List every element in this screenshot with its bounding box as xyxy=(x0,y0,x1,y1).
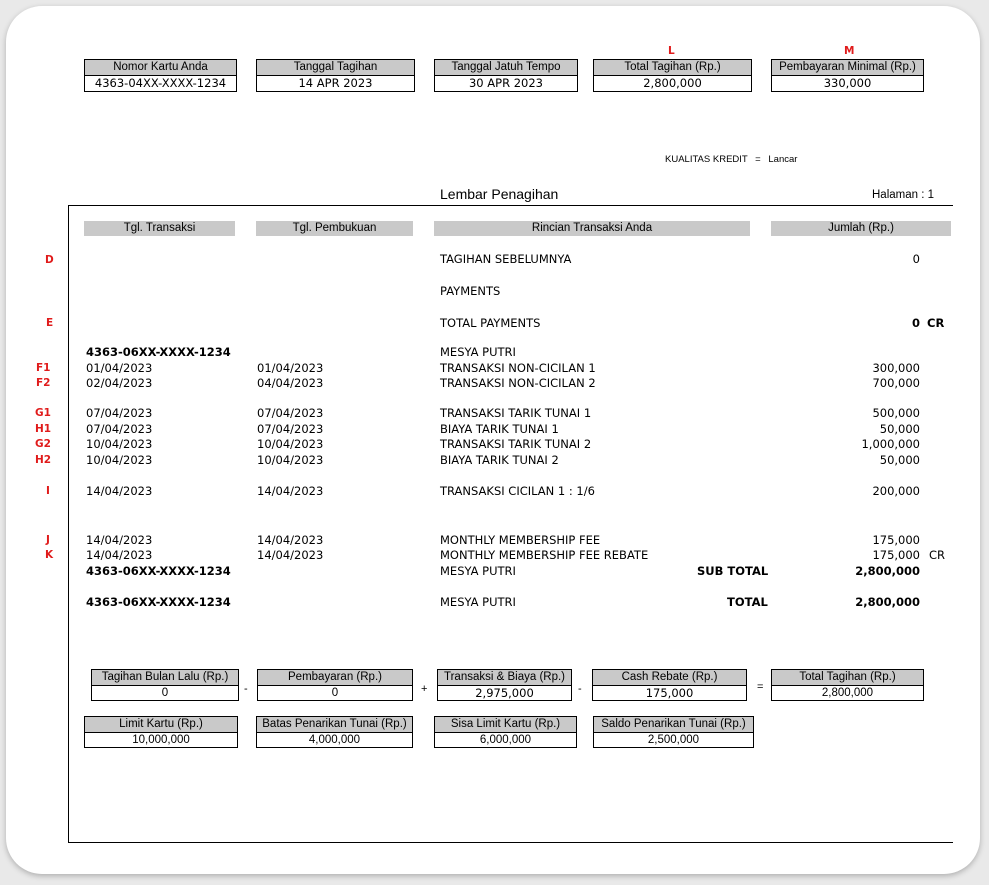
credit-quality-value: Lancar xyxy=(768,154,798,165)
tx-transaction-date: 14/04/2023 xyxy=(86,484,153,498)
tx-posting-date: 01/04/2023 xyxy=(257,361,324,375)
marker-total: L xyxy=(668,45,675,57)
tx-posting-date: 14/04/2023 xyxy=(257,533,324,547)
cash-withdrawal-balance-label: Saldo Penarikan Tunai (Rp.) xyxy=(594,717,753,733)
tx-amount: 1,000,000 xyxy=(861,437,920,451)
col-transaction-date: Tgl. Transaksi xyxy=(84,221,235,236)
tx-amount: 175,000 xyxy=(872,548,920,562)
op-minus-2: - xyxy=(578,683,582,695)
card-number-label: Nomor Kartu Anda xyxy=(85,60,236,76)
limit-card xyxy=(84,716,238,748)
tx-posting-date: 07/04/2023 xyxy=(257,406,324,420)
subtotal-name: MESYA PUTRI xyxy=(440,564,516,578)
due-date-value: 30 APR 2023 xyxy=(468,76,543,90)
tx-transaction-date: 14/04/2023 xyxy=(86,533,153,547)
tx-description: BIAYA TARIK TUNAI 2 xyxy=(440,453,559,467)
summary-total-label: Total Tagihan (Rp.) xyxy=(772,670,923,686)
tx-amount: 300,000 xyxy=(872,361,920,375)
tx-posting-date: 14/04/2023 xyxy=(257,484,324,498)
tx-description: BIAYA TARIK TUNAI 1 xyxy=(440,422,559,436)
summary-total-value: 2,800,000 xyxy=(821,687,874,699)
total-payments-desc: TOTAL PAYMENTS xyxy=(440,316,541,330)
statement-date-value: 14 APR 2023 xyxy=(298,76,373,90)
op-minus-1: - xyxy=(244,683,248,695)
subtotal-label: SUB TOTAL xyxy=(697,564,769,578)
tx-transaction-date: 01/04/2023 xyxy=(86,361,153,375)
tx-description: TRANSAKSI CICILAN 1 : 1/6 xyxy=(440,484,595,498)
summary-last-month-value: 0 xyxy=(161,687,169,699)
tx-marker: I xyxy=(46,485,50,497)
tx-description: TRANSAKSI NON-CICILAN 2 xyxy=(440,376,596,390)
tx-posting-date: 04/04/2023 xyxy=(257,376,324,390)
minimum-payment-value: 330,000 xyxy=(823,76,872,90)
remaining-limit xyxy=(434,716,577,748)
total-card-number: 4363-06XX-XXXX-1234 xyxy=(86,595,231,609)
summary-payments-value: 0 xyxy=(331,687,339,699)
summary-transactions-label: Transaksi & Biaya (Rp.) xyxy=(438,670,571,686)
tx-description: MONTHLY MEMBERSHIP FEE xyxy=(440,533,601,547)
summary-last-month-label: Tagihan Bulan Lalu (Rp.) xyxy=(92,670,238,686)
payments-desc: PAYMENTS xyxy=(440,284,501,298)
tx-amount: 500,000 xyxy=(872,406,920,420)
cardholder-name: MESYA PUTRI xyxy=(440,345,516,359)
due-date-label: Tanggal Jatuh Tempo xyxy=(435,60,577,76)
card-number-box xyxy=(84,59,237,92)
tx-transaction-date: 14/04/2023 xyxy=(86,548,153,562)
tx-marker: G1 xyxy=(35,407,51,419)
subtotal-card-number: 4363-06XX-XXXX-1234 xyxy=(86,564,231,578)
statement-date-label: Tanggal Tagihan xyxy=(257,60,414,76)
tx-posting-date: 07/04/2023 xyxy=(257,422,324,436)
total-payments-amount: 0 xyxy=(911,316,920,330)
remaining-limit-value: 6,000,000 xyxy=(479,734,532,746)
total-bill-label: Total Tagihan (Rp.) xyxy=(594,60,751,76)
minimum-payment-label: Pembayaran Minimal (Rp.) xyxy=(772,60,923,76)
tx-marker: F2 xyxy=(36,377,51,389)
tx-description: TRANSAKSI TARIK TUNAI 1 xyxy=(440,406,592,420)
marker-minimum: M xyxy=(844,45,855,57)
col-amount: Jumlah (Rp.) xyxy=(771,221,951,236)
summary-cash-rebate xyxy=(592,669,747,701)
total-name: MESYA PUTRI xyxy=(440,595,516,609)
tx-marker: G2 xyxy=(35,438,51,450)
total-payments-cr: CR xyxy=(927,316,945,330)
tx-marker: J xyxy=(46,534,50,546)
tx-marker: F1 xyxy=(36,362,51,374)
limit-cash-withdrawal-value: 4,000,000 xyxy=(308,734,361,746)
op-equals: = xyxy=(757,681,764,693)
tx-amount: 50,000 xyxy=(879,453,920,467)
limit-card-label: Limit Kartu (Rp.) xyxy=(85,717,237,733)
tx-transaction-date: 07/04/2023 xyxy=(86,406,153,420)
due-date-box xyxy=(434,59,578,92)
op-plus: + xyxy=(421,683,428,695)
prev-bill-amount: 0 xyxy=(912,252,920,266)
tx-marker: H2 xyxy=(35,454,52,466)
col-description: Rincian Transaksi Anda xyxy=(434,221,750,236)
total-amount: 2,800,000 xyxy=(855,595,920,609)
statement-date-box xyxy=(256,59,415,92)
limit-cash-withdrawal-label: Batas Penarikan Tunai (Rp.) xyxy=(257,717,412,733)
cash-withdrawal-balance xyxy=(593,716,754,748)
total-bill-value: 2,800,000 xyxy=(643,76,702,90)
summary-payments-label: Pembayaran (Rp.) xyxy=(258,670,412,686)
sheet-title: Lembar Penagihan xyxy=(440,186,559,202)
minimum-payment-box xyxy=(771,59,924,92)
tx-amount: 50,000 xyxy=(879,422,920,436)
summary-total xyxy=(771,669,924,701)
card-number-row: 4363-06XX-XXXX-1234 xyxy=(86,345,231,359)
summary-transactions xyxy=(437,669,572,701)
tx-description: TRANSAKSI NON-CICILAN 1 xyxy=(440,361,596,375)
tx-transaction-date: 10/04/2023 xyxy=(86,437,153,451)
remaining-limit-label: Sisa Limit Kartu (Rp.) xyxy=(435,717,576,733)
page-number: Halaman : 1 xyxy=(872,189,935,201)
col-posting-date: Tgl. Pembukuan xyxy=(256,221,413,236)
cash-withdrawal-balance-value: 2,500,000 xyxy=(647,734,700,746)
tx-amount: 700,000 xyxy=(872,376,920,390)
tx-description: TRANSAKSI TARIK TUNAI 2 xyxy=(440,437,592,451)
limit-cash-withdrawal xyxy=(256,716,413,748)
marker-e: E xyxy=(46,317,54,329)
summary-payments xyxy=(257,669,413,701)
summary-last-month xyxy=(91,669,239,701)
credit-quality xyxy=(665,154,797,165)
credit-quality-label: KUALITAS KREDIT xyxy=(665,154,748,165)
summary-transactions-value: 2,975,000 xyxy=(475,686,534,700)
prev-bill-desc: TAGIHAN SEBELUMNYA xyxy=(440,252,572,266)
tx-posting-date: 10/04/2023 xyxy=(257,453,324,467)
tx-cr: CR xyxy=(929,548,946,562)
marker-d: D xyxy=(45,254,54,266)
tx-amount: 200,000 xyxy=(872,484,920,498)
tx-posting-date: 14/04/2023 xyxy=(257,548,324,562)
total-bill-box xyxy=(593,59,752,92)
tx-marker: H1 xyxy=(35,423,52,435)
tx-amount: 175,000 xyxy=(872,533,920,547)
tx-marker: K xyxy=(45,549,54,561)
summary-cash-rebate-value: 175,000 xyxy=(645,686,694,700)
tx-transaction-date: 10/04/2023 xyxy=(86,453,153,467)
tx-posting-date: 10/04/2023 xyxy=(257,437,324,451)
total-label: TOTAL xyxy=(727,595,768,609)
card-number-value: 4363-04XX-XXXX-1234 xyxy=(94,76,227,90)
tx-description: MONTHLY MEMBERSHIP FEE REBATE xyxy=(440,548,649,562)
subtotal-amount: 2,800,000 xyxy=(855,564,920,578)
summary-cash-rebate-label: Cash Rebate (Rp.) xyxy=(593,670,746,686)
tx-transaction-date: 07/04/2023 xyxy=(86,422,153,436)
tx-transaction-date: 02/04/2023 xyxy=(86,376,153,390)
limit-card-value: 10,000,000 xyxy=(132,734,190,746)
credit-quality-sep: = xyxy=(755,154,761,165)
